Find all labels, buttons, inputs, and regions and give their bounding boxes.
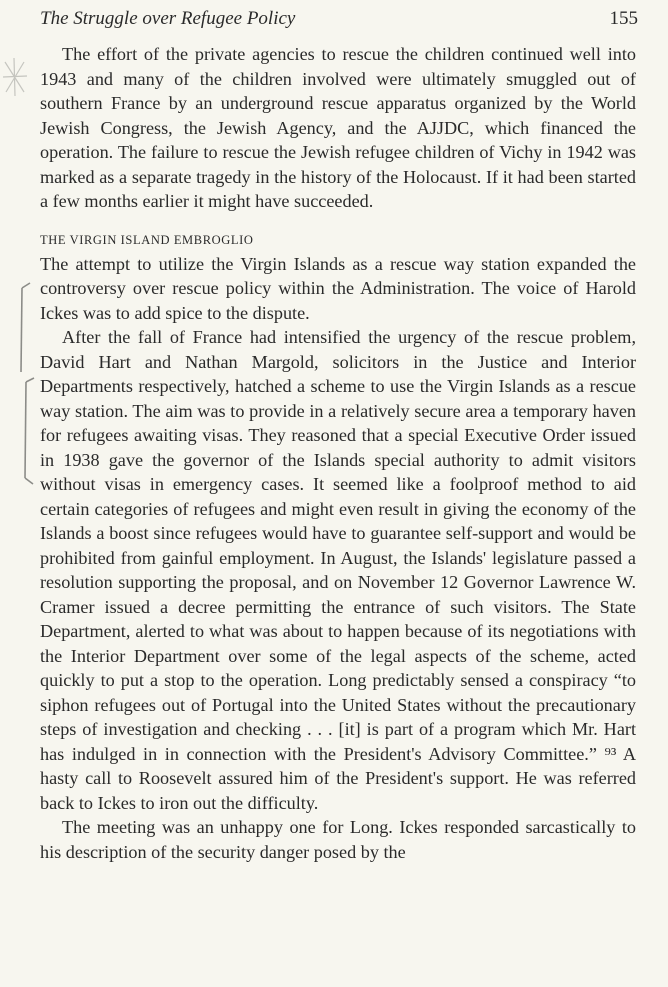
paragraph: The meeting was an unhappy one for Long. Ickes responded sarcastically to his description of the security danger posed by the: [40, 817, 636, 862]
section-heading: THE VIRGIN ISLAND EMBROGLIO: [40, 232, 254, 247]
paragraph: The attempt to utilize the Virgin Islands as a rescue way station expanded the controversy over rescue policy within the Administration. The voice of Harold Ickes was to add spice to the dispute.: [40, 253, 636, 323]
paragraph: The effort of the private agencies to rescue the children continued well into 1943 and many of the children involved were ultimately smuggled out of southern France by an underground rescue apparatus organized by the World Jewish Congress, the Jewish Agency, and the AJJDC, which financed the operation. The failure to rescue the Jewish refugee children of Vichy in 1942 was marked as a separate tragedy in the history of the Holocaust. If it had been started a few months earlier it might have succeeded.: [40, 44, 636, 211]
page-number: 155: [609, 8, 638, 29]
running-title: The Struggle over Refugee Policy: [40, 8, 296, 29]
page-body: [40, 42, 636, 864]
running-header: [40, 8, 638, 36]
pencil-margin-marks: [0, 0, 40, 987]
paragraph: After the fall of France had intensified the urgency of the rescue problem, David Hart and Nathan Margold, solicitors in the Justice and Interior Departments respectively, hatched a scheme to use the Virgin Islands as a rescue way station. The aim was to provide in a relatively secure area a temporary haven for refugees awaiting visas. They reasoned that a special Executive Order issued in 1938 gave the governor of the Islands special authority to admit visitors without visas in emergency cases. It seemed like a foolproof method to aid certain categories of refugees and might even result in giving the economy of the Islands a boost since refugees would have to guarantee self-support and would be prohibited from gainful employment. In August, the Islands' legislature passed a resolution supporting the proposal, and on November 12 Governor Lawrence W. Cramer issued a decree permitting the entrance of such visitors. The State Department, alerted to what was about to happen because of its negotiations with the Interior Department over some of the legal aspects of the scheme, acted quickly to put a stop to the operation. Long predictably sensed a conspiracy “to siphon refugees out of Portugal into the United States without the precautionary steps of investigation and checking . . . [it] is part of a program which Mr. Hart has indulged in in connection with the President's Advisory Committee.” ⁹³ A hasty call to Roosevelt assured him of the President's support. He was referred back to Ickes to iron out the difficulty.: [40, 327, 636, 813]
